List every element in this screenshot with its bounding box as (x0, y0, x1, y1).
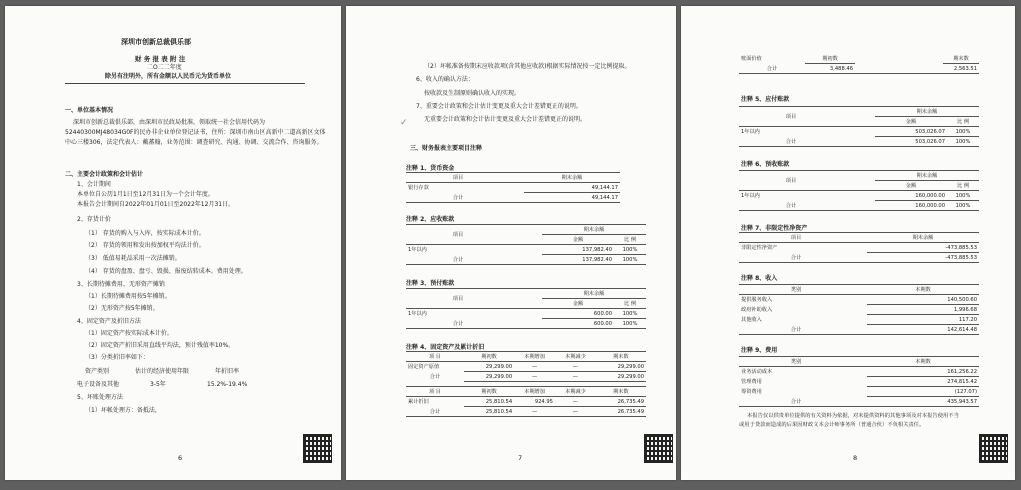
paragraph-line: 本单位自公历1月1日至12月31日为一个会计年度。 (77, 191, 214, 198)
footnote-line: 或用于贷款而造成的后果因财政文本会计师事务所（普通合伙）不负相关责任。 (739, 422, 925, 428)
qr-code (979, 434, 1008, 463)
paragraph-line: 3、长期待摊费用、无形资产摊销 (77, 281, 165, 288)
cell-value: 924.95 (514, 397, 555, 407)
row-label: 1年以内 (739, 127, 843, 137)
col-header: 比 例 (614, 299, 646, 309)
paragraph-line: （3）分类折旧率如下： (85, 354, 149, 361)
page-7 (346, 6, 676, 480)
total-value: 49,144.17 (524, 193, 620, 203)
cell-value: 100% (947, 191, 979, 201)
col-header: 期末余额 (524, 173, 620, 183)
paragraph-line: 中心三楼306，法定代表人：戴蕃翰，业务范围：调查研究、沟通、协调、交流合作、咨询服务。 (65, 139, 323, 146)
note-heading: 注释 1、货币资金 (406, 165, 455, 172)
note-heading: 注释 6、预收账款 (741, 161, 790, 168)
col-header: 比 例 (947, 117, 979, 127)
row-label: 1年以内 (739, 191, 843, 201)
paragraph-line: （2）坏帐准备按期末应收款项(含其他应收款)根据实际情况按一定比例提取。 (424, 63, 631, 70)
note-heading: 注释 3、预付账款 (406, 280, 455, 287)
paragraph-line: 按收款及生制原则确认收入的实现。 (424, 90, 521, 97)
total-value: 100% (614, 319, 646, 329)
cell-value: 117.20 (867, 315, 979, 325)
col-header: 期末余额 (542, 289, 646, 299)
row-label: 1年以内 (406, 309, 510, 319)
net-assets-table (739, 232, 979, 263)
col-header: 期末余额 (875, 171, 979, 181)
cell-value: 29,299.00 (464, 362, 514, 372)
cell-value: 25,810.54 (464, 407, 514, 417)
paragraph-line: （3） 低值易耗品采用一次法摊销。 (85, 255, 181, 262)
cell-value: 274,815.42 (867, 377, 979, 387)
row-label: 累计折旧 (408, 399, 429, 406)
dep-cell: 15.2%-19.4% (207, 381, 248, 388)
total-label: 合计 (406, 407, 464, 417)
payables-table (739, 106, 979, 147)
paragraph-line: 4、固定资产及折旧方法 (77, 318, 141, 325)
receivables-table (406, 224, 646, 265)
section-heading: 三、财务报表主要项目注释 (410, 145, 483, 152)
cell-value: 160,000.00 (875, 191, 947, 201)
col-header: 项目 (739, 171, 843, 191)
total-value: -473,885.53 (867, 253, 979, 263)
cell-value: 2,563.51 (943, 64, 979, 74)
page-number: 8 (853, 454, 858, 462)
total-label: 合计 (739, 137, 843, 147)
col-header: 期末余额 (542, 225, 646, 235)
paragraph-line: 1、会计期间 (77, 181, 111, 188)
total-label: 合计 (739, 325, 853, 335)
note-heading: 注释 2、应收账款 (406, 216, 455, 223)
cell-value: 1,996.68 (867, 305, 979, 315)
section-heading: 一、单位基本情况 (65, 107, 114, 114)
cell-value: — (514, 372, 555, 382)
cell-value: 100% (947, 127, 979, 137)
row-label: 业务活动成本 (741, 369, 773, 376)
cell-value: 26,735.49 (596, 397, 646, 407)
note-heading: 注释 5、应付账款 (741, 96, 790, 103)
expenses-table (739, 356, 979, 407)
col-header: 项目 (406, 289, 510, 309)
cell-value: — (514, 362, 555, 372)
col-header: 本期减少 (555, 387, 596, 397)
total-label: 合计 (739, 201, 843, 211)
cell-value: 100% (614, 309, 646, 319)
cell-value: 100% (614, 245, 646, 255)
fixed-assets-table (406, 351, 646, 417)
cell-value: 161,256.22 (867, 367, 979, 377)
paragraph-line: （2）无形资产按5年摊销。 (85, 305, 159, 312)
cash-table (406, 172, 620, 203)
paragraph-line: 本报告会计期间自2022年01月01日至2022年12月31日。 (77, 201, 235, 208)
page-number: 7 (518, 454, 523, 462)
col-header: 本期增加 (514, 387, 555, 397)
col-header: 期末数 (596, 387, 646, 397)
margin-mark: ✓ (400, 118, 408, 128)
col-header: 期初数 (822, 56, 838, 62)
row-label: 账面价值 (741, 56, 762, 63)
cell-value: 29,299.00 (596, 372, 646, 382)
cell-value: 503,026.07 (875, 127, 947, 137)
row-label: 1年以内 (406, 245, 510, 255)
cell-value: 140,500.60 (867, 295, 979, 305)
note-heading: 注释 7、非限定性净资产 (741, 225, 808, 232)
page-8 (681, 6, 1015, 480)
total-value: 600.00 (542, 319, 614, 329)
col-header: 金额 (542, 299, 614, 309)
col-header: 期初数 (464, 352, 514, 362)
col-header: 期初数 (464, 387, 514, 397)
total-label: 合计 (406, 193, 510, 203)
qr-code (303, 434, 332, 463)
note-heading: 注释 8、收入 (741, 275, 778, 282)
col-header: 本期数 (867, 357, 979, 367)
org-name: 深圳市创新总裁俱乐部 (121, 38, 191, 46)
paragraph-line: （1）坏帐处理方：备抵法， (85, 407, 161, 414)
report-year: 二O二二年度 (147, 64, 182, 71)
paragraph-line: 6、收入的确认方法： (416, 76, 474, 83)
note-heading: 注释 9、费用 (741, 347, 778, 354)
col-header: 期末数 (953, 56, 969, 62)
col-header: 项目 (406, 225, 510, 245)
row-label: 固定资产原值 (408, 364, 440, 371)
dep-header: 年折旧率 (215, 368, 240, 375)
total-label: 合计 (739, 64, 805, 74)
total-label: 合计 (429, 374, 441, 380)
cell-value: 49,144.17 (524, 183, 620, 193)
col-header: 项目 (739, 107, 843, 127)
paragraph-line: （1）长期待摊费用按5年摊销。 (85, 293, 171, 300)
total-value: 137,982.40 (542, 255, 614, 265)
paragraph-line: （4） 存货的盘盈、盘亏、毁损、报废结转成本、费用处理。 (85, 268, 247, 275)
note-heading: 注释 4、固定资产及累计折旧 (406, 344, 485, 351)
total-label: 合计 (739, 253, 853, 263)
col-header: 金额 (875, 181, 947, 191)
paragraph-line: （2） 存货的领用和发出按加权平均法计价。 (85, 242, 205, 249)
dep-header: 资产类别 (85, 368, 110, 375)
section-heading: 二、主要会计政策和会计估计 (65, 171, 144, 178)
total-value: 100% (614, 255, 646, 265)
total-value: 100% (947, 137, 979, 147)
dep-cell: 电子设备及其他 (77, 381, 120, 388)
col-header: 期末数 (596, 352, 646, 362)
col-header: 项 目 (406, 352, 464, 362)
col-header: 类别 (739, 285, 853, 295)
row-label: 筹资费用 (741, 389, 762, 395)
row-label: 提供服务收入 (741, 297, 773, 304)
unit-note: 除另有注明外，所有金额以人民币元为货币单位 (105, 73, 232, 80)
total-value: 503,026.07 (875, 137, 947, 147)
row-label: 其他收入 (741, 317, 762, 323)
col-header: 比 例 (947, 181, 979, 191)
cell-value: — (555, 397, 596, 407)
prepayments-table (406, 288, 646, 329)
dep-header: 估计的经济使用年限 (135, 368, 190, 375)
row-label: 管理费用 (741, 379, 762, 385)
col-header: 金额 (542, 235, 614, 245)
cell-value: 25,810.54 (464, 397, 514, 407)
cell-value: 3,488.46 (805, 64, 855, 74)
divider (65, 83, 305, 84)
cell-value: 600.00 (542, 309, 614, 319)
cell-value: 26,735.49 (596, 407, 646, 417)
col-header: 项 目 (406, 387, 464, 397)
col-header: 类别 (739, 357, 853, 367)
paragraph-line: （1） 存货的购入与入库，按实际成本计价。 (85, 230, 205, 237)
col-header: 本期数 (867, 285, 979, 295)
footnote-line: 本报告仅以供贵单位提供的有关资料为依据，对未提供资料的其他事项及对本报告使用不当 (747, 413, 959, 419)
cell-value: — (555, 372, 596, 382)
col-header: 项目 (739, 233, 853, 243)
fixed-assets-table-cont (739, 54, 979, 74)
cell-value: 29,299.00 (596, 362, 646, 372)
col-header: 比 例 (614, 235, 646, 245)
row-label: 非限定性净资产 (741, 245, 778, 252)
total-label: 合计 (739, 397, 853, 407)
cell-value: 29,299.00 (464, 372, 514, 382)
row-label: 银行存款 (408, 185, 429, 192)
col-header: 本期增加 (514, 352, 555, 362)
paragraph-line: 深圳市创新总裁俱乐部，由深圳市民政局批准，领取统一社会信用代码为 (73, 119, 266, 126)
income-table (739, 284, 979, 335)
total-value: 100% (947, 201, 979, 211)
total-value: 160,000.00 (875, 201, 947, 211)
cell-value: (127.07) (867, 387, 979, 397)
cell-value: — (514, 407, 555, 417)
advances-table (739, 170, 979, 211)
report-title: 财 务 报 表 附 注 (135, 55, 186, 63)
paragraph-line: 5、坏账处理方法 (77, 394, 123, 401)
paragraph-line: 52440300MJ48034G0F的民办非企业单位登记证书，住所：深圳市南山区高新中二道高新区文体 (65, 129, 326, 136)
qr-code (644, 434, 673, 463)
col-header: 本期减少 (555, 352, 596, 362)
paragraph-line: 7、重要会计政策和会计估计变更及重大会计差错更正的说明。 (416, 103, 582, 110)
cell-value: — (555, 362, 596, 372)
page-number: 6 (178, 454, 183, 462)
paragraph-line: （1）固定资产按实际成本计价。 (85, 330, 173, 337)
row-label: 政府补助收入 (741, 307, 773, 313)
dep-cell: 3-5年 (150, 381, 166, 388)
col-header: 金额 (875, 117, 947, 127)
page-6 (5, 6, 341, 480)
total-label: 合计 (406, 319, 510, 329)
total-label: 合计 (406, 255, 510, 265)
col-header: 期末余额 (875, 107, 979, 117)
paragraph-line: （2）固定资产折旧采用直线平均法，预计残值率10%。 (85, 342, 235, 349)
col-header: 项目 (406, 173, 510, 183)
col-header: 期末余额 (867, 233, 979, 243)
cell-value: — (555, 407, 596, 417)
paragraph-line: 2、存货计价 (77, 216, 111, 223)
cell-value: 137,982.40 (542, 245, 614, 255)
paragraph-line: 无重要会计政策和会计估计变更及重大会计差错更正的说明。 (424, 116, 587, 123)
total-value: 142,614.48 (867, 325, 979, 335)
cell-value: -473,885.53 (867, 243, 979, 253)
total-value: 435,943.57 (867, 397, 979, 407)
